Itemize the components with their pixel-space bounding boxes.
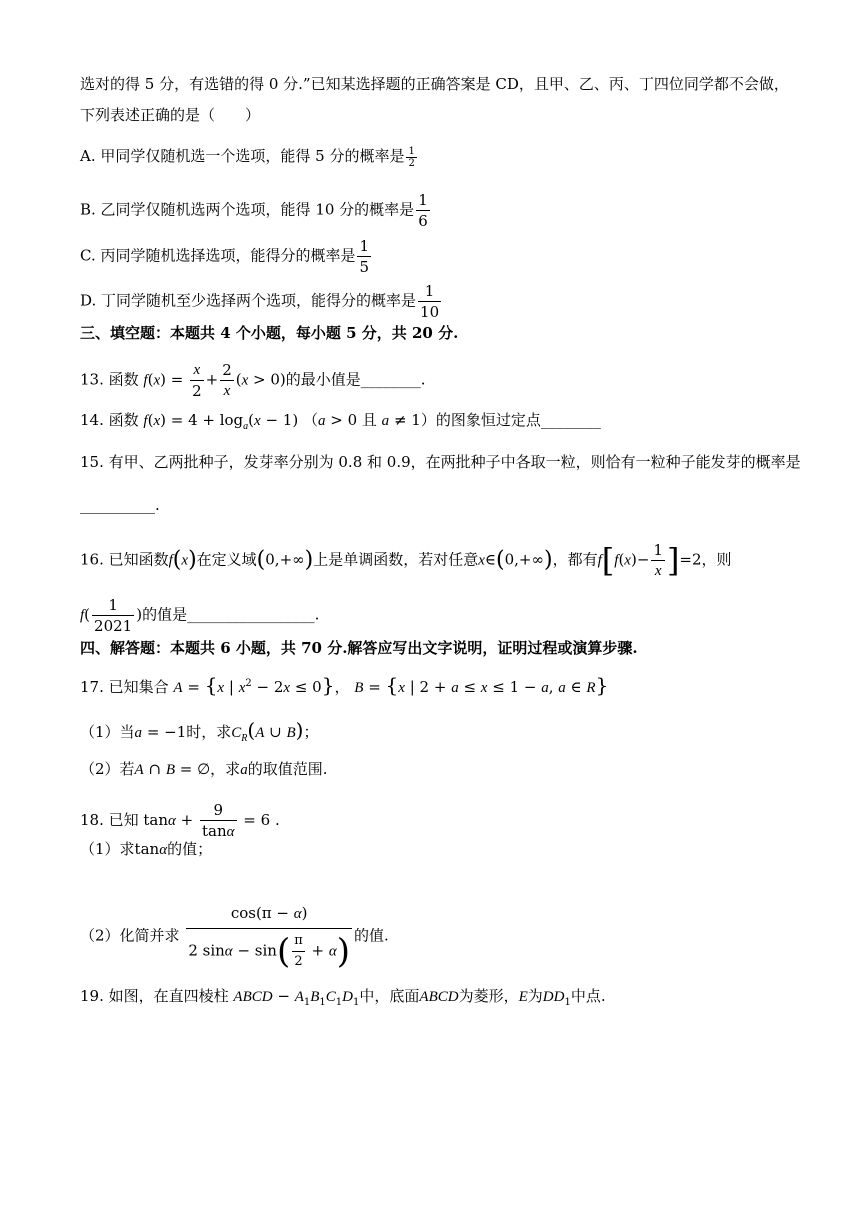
intro-line-1: 选对的得 5 分，有选错的得 0 分.”已知某选择题的正确答案是 CD，且甲、乙、丙、丁四位同学都不会做， bbox=[80, 75, 789, 93]
question-16: 16. 已知函数f(x)在定义域(0,+∞)上是单调函数，若对任意x∈(0,+∞)，都有f[f(x)− $\frac{1}{x}$ ]=2，则 bbox=[80, 541, 732, 580]
question-17: 17. 已知集合 A = {x | $x^2 - 2x \le 0$}， B = {x | 2 + a ≤ x ≤ 1 − a, a ∈ R} bbox=[80, 673, 609, 697]
option-d-fraction: $\frac{1}{10}$ bbox=[420, 282, 440, 321]
section-4-heading: 四、解答题：本题共 6 小题，共 70 分.解答应写出文字说明，证明过程或演算步骤. bbox=[80, 639, 638, 657]
question-18-part-2: （2）化简并求 cos(π − α) 2 sinα − sin( $\frac{\pi}{2}$ + α) 的值. bbox=[80, 899, 389, 974]
option-a: A. 甲同学仅随机选一个选项，能得 5 分的概率是 $\frac{1}{2}$ bbox=[80, 145, 415, 169]
question-13: 13. 函数 f(x) = $\frac{x}{2}$ + $\frac{2}{x}$ (x > 0)的最小值是________. bbox=[80, 361, 426, 400]
question-17-part-2: （2）若A ∩ B = ∅，求a的取值范围. bbox=[80, 760, 328, 778]
question-18-part-1: （1）求tanα的值； bbox=[80, 840, 213, 858]
option-d: D. 丁同学随机至少选择两个选项，能得分的概率是 $\frac{1}{10}$ bbox=[80, 282, 440, 321]
option-c: C. 丙同学随机选择选项，能得分的概率是 $\frac{1}{5}$ bbox=[80, 237, 370, 276]
question-16-line-2: f( $\frac{1}{2021}$ )的值是_________________. bbox=[80, 596, 320, 635]
question-15-line-1: 15. 有甲、乙两批种子，发芽率分别为 0.8 和 0.9，在两批种子中各取一粒，则恰有一粒种子能发芽的概率是 bbox=[80, 453, 801, 471]
option-c-fraction: $\frac{1}{5}$ bbox=[359, 237, 370, 276]
question-18: 18. 已知 tanα + $\frac{9}{\tan\alpha}$ = 6 . bbox=[80, 801, 280, 840]
question-15-line-2: __________. bbox=[80, 496, 160, 514]
section-3-heading: 三、填空题：本题共 4 个小题，每小题 5 分，共 20 分. bbox=[80, 324, 459, 342]
option-b: B. 乙同学仅随机选两个选项，能得 10 分的概率是 $\frac{1}{6}$ bbox=[80, 191, 428, 230]
option-a-fraction: $\frac{1}{2}$ bbox=[408, 145, 415, 169]
intro-line-2: 下列表述正确的是（ ） bbox=[80, 106, 261, 124]
question-17-part-1: （1）当a = −1时，求$C_R(A$ ∪ B)； bbox=[80, 718, 319, 744]
question-14: 14. 函数 $f(x) = 4 + \log_a(x - 1) (a > 0$ 且 a ≠ 1）的图象恒过定点________ bbox=[80, 411, 601, 432]
option-b-fraction: $\frac{1}{6}$ bbox=[418, 191, 428, 230]
question-19: 19. 如图，在直四棱柱 ABCD − $A_1B_1C_1D_1$中，底面ABCD为菱形，E为$DD_1$中点. bbox=[80, 987, 606, 1008]
